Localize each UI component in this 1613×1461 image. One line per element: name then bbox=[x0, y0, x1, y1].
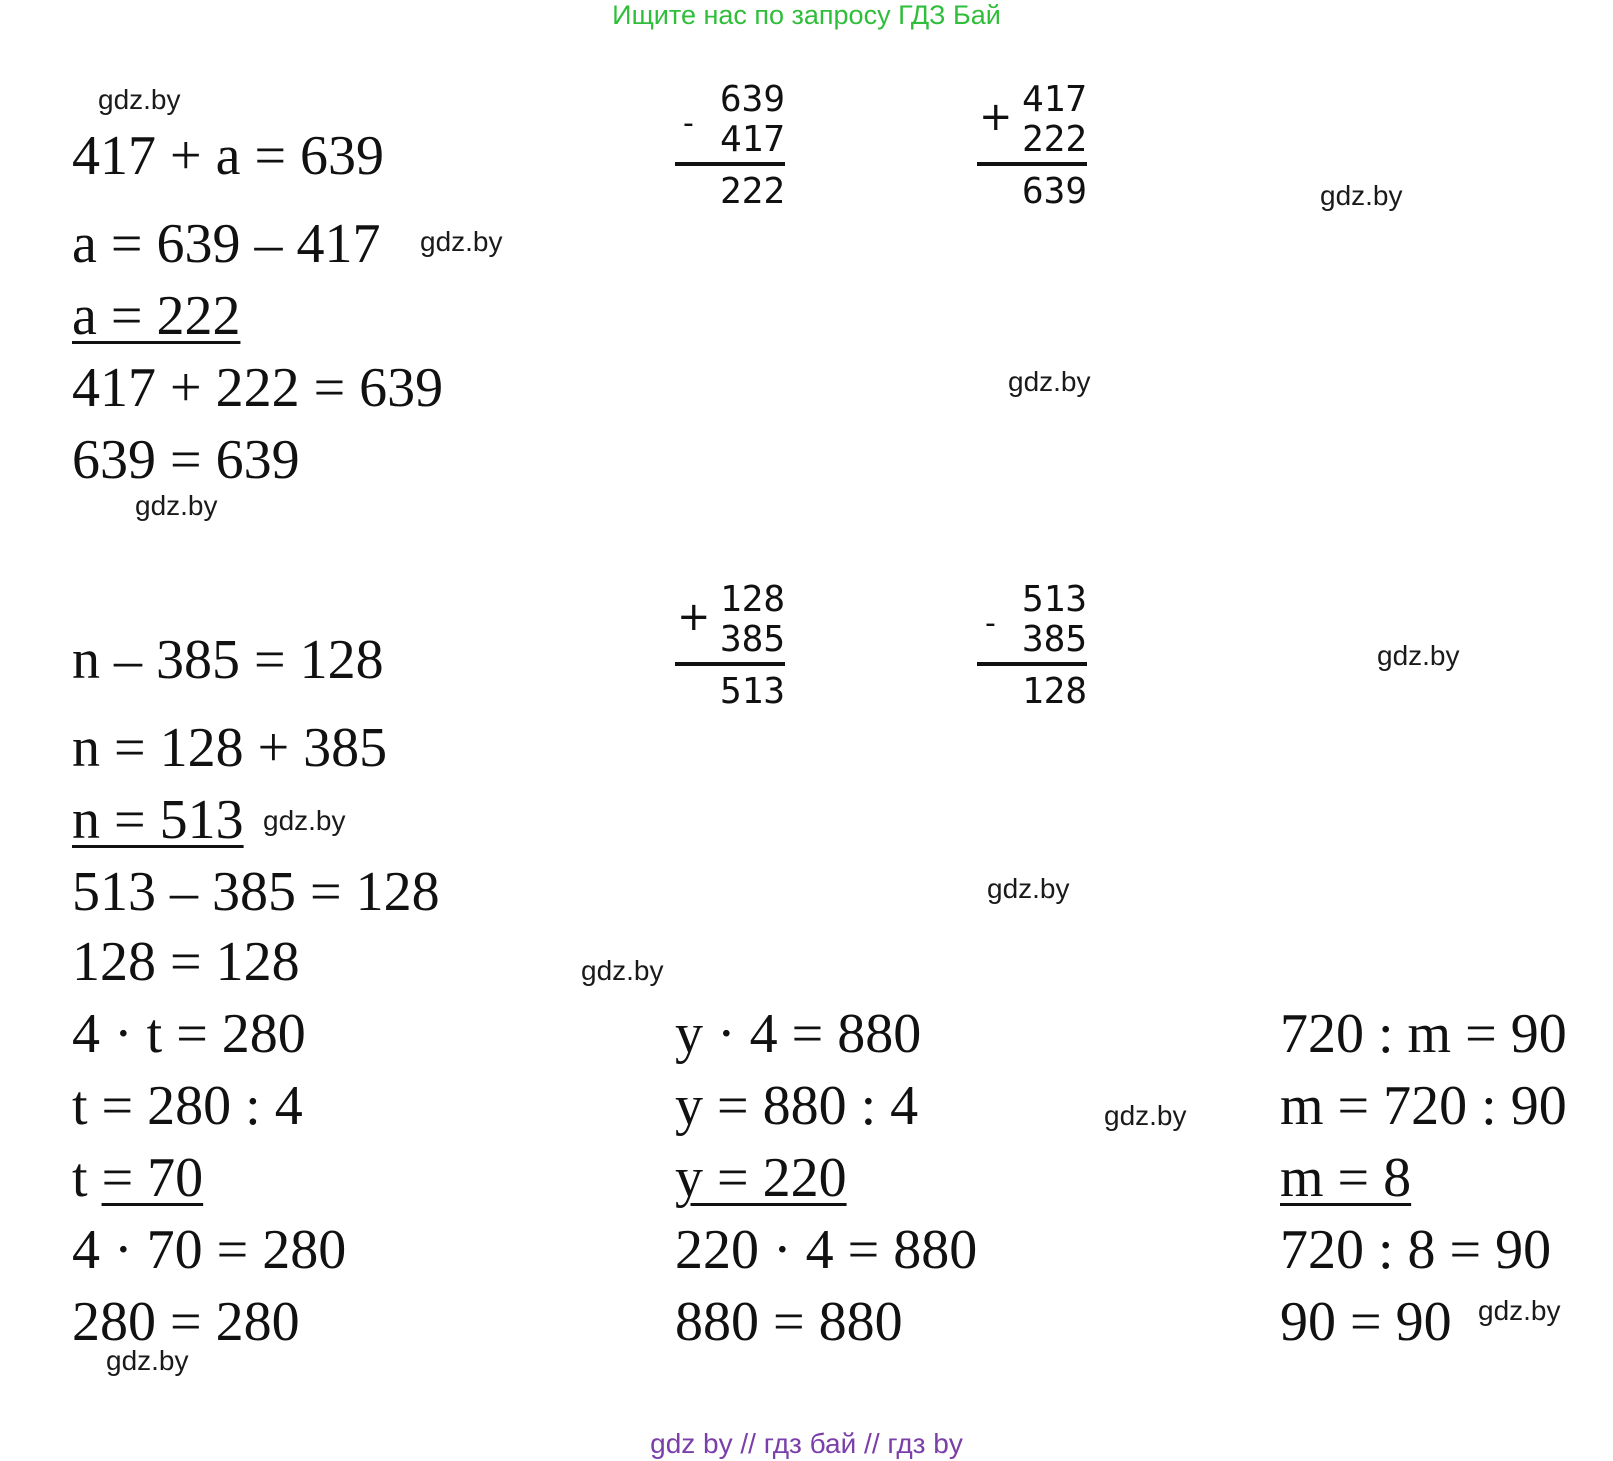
watermark: gdz.by bbox=[106, 1345, 189, 1376]
plus-sign: + bbox=[979, 94, 1013, 140]
column-line bbox=[675, 162, 785, 166]
column-line bbox=[977, 162, 1087, 166]
difference: 222 bbox=[719, 171, 785, 212]
watermark: gdz.by bbox=[1377, 640, 1460, 671]
equation-line: 128 = 128 bbox=[72, 931, 300, 993]
equation-line: n = 128 + 385 bbox=[72, 717, 388, 779]
equation-line: 220 · 4 = 880 bbox=[675, 1219, 978, 1281]
equation-line: 513 – 385 = 128 bbox=[72, 861, 440, 923]
equation-line: 417 + 222 = 639 bbox=[72, 357, 444, 419]
answer-value: = 70 bbox=[101, 1147, 204, 1209]
watermark: gdz.by bbox=[1104, 1100, 1187, 1131]
watermark: gdz.by bbox=[987, 873, 1070, 904]
equation-answer: y = 220 bbox=[675, 1147, 847, 1209]
equation-line: t = 280 : 4 bbox=[72, 1075, 303, 1137]
footer-links[interactable]: gdz by // гдз бай // гдз by bbox=[650, 1428, 963, 1459]
watermark: gdz.by bbox=[420, 226, 503, 257]
equation-answer: n = 513 bbox=[72, 789, 244, 851]
subtrahend: 417 bbox=[719, 119, 785, 160]
watermark: gdz.by bbox=[135, 490, 218, 521]
equation-line: m = 720 : 90 bbox=[1280, 1075, 1567, 1137]
addend: 385 bbox=[719, 619, 785, 660]
sum: 639 bbox=[1021, 171, 1087, 212]
watermark: gdz.by bbox=[1478, 1295, 1561, 1326]
minuend: 513 bbox=[1021, 579, 1087, 620]
column-subtraction bbox=[977, 580, 1087, 720]
subtrahend: 385 bbox=[1021, 619, 1087, 660]
watermark: gdz.by bbox=[581, 955, 664, 986]
equation-line: n – 385 = 128 bbox=[72, 629, 384, 691]
equation-answer bbox=[72, 1148, 203, 1208]
answer-variable: t bbox=[72, 1147, 88, 1209]
minus-sign: - bbox=[985, 606, 996, 641]
equation-line: 280 = 280 bbox=[72, 1291, 300, 1353]
minus-sign: - bbox=[683, 106, 694, 141]
equation-line: y = 880 : 4 bbox=[675, 1075, 919, 1137]
equation-line: 4 · t = 280 bbox=[72, 1003, 306, 1065]
minuend: 639 bbox=[719, 79, 785, 120]
equation-line: y · 4 = 880 bbox=[675, 1003, 922, 1065]
column-subtraction bbox=[675, 80, 785, 220]
plus-sign: + bbox=[677, 594, 711, 640]
column-addition bbox=[675, 580, 785, 720]
equation-line: 90 = 90 bbox=[1280, 1291, 1452, 1353]
equation-line: 720 : 8 = 90 bbox=[1280, 1219, 1552, 1281]
equation-line: 720 : m = 90 bbox=[1280, 1003, 1567, 1065]
search-banner: Ищите нас по запросу ГДЗ Бай bbox=[612, 0, 1001, 30]
sum: 513 bbox=[719, 671, 785, 712]
watermark: gdz.by bbox=[98, 84, 181, 115]
watermark: gdz.by bbox=[1008, 366, 1091, 397]
column-line bbox=[675, 662, 785, 666]
equation-line: 880 = 880 bbox=[675, 1291, 903, 1353]
column-addition bbox=[977, 80, 1087, 220]
equation-line: a = 639 – 417 bbox=[72, 213, 381, 275]
equation-answer: a = 222 bbox=[72, 285, 241, 347]
equation-answer: m = 8 bbox=[1280, 1147, 1412, 1209]
watermark: gdz.by bbox=[1320, 180, 1403, 211]
equation-line: 417 + a = 639 bbox=[72, 125, 385, 187]
difference: 128 bbox=[1021, 671, 1087, 712]
addend: 222 bbox=[1021, 119, 1087, 160]
column-line bbox=[977, 662, 1087, 666]
addend: 128 bbox=[719, 579, 785, 620]
equation-line: 639 = 639 bbox=[72, 429, 300, 491]
watermark: gdz.by bbox=[263, 805, 346, 836]
equation-line: 4 · 70 = 280 bbox=[72, 1219, 347, 1281]
addend: 417 bbox=[1021, 79, 1087, 120]
